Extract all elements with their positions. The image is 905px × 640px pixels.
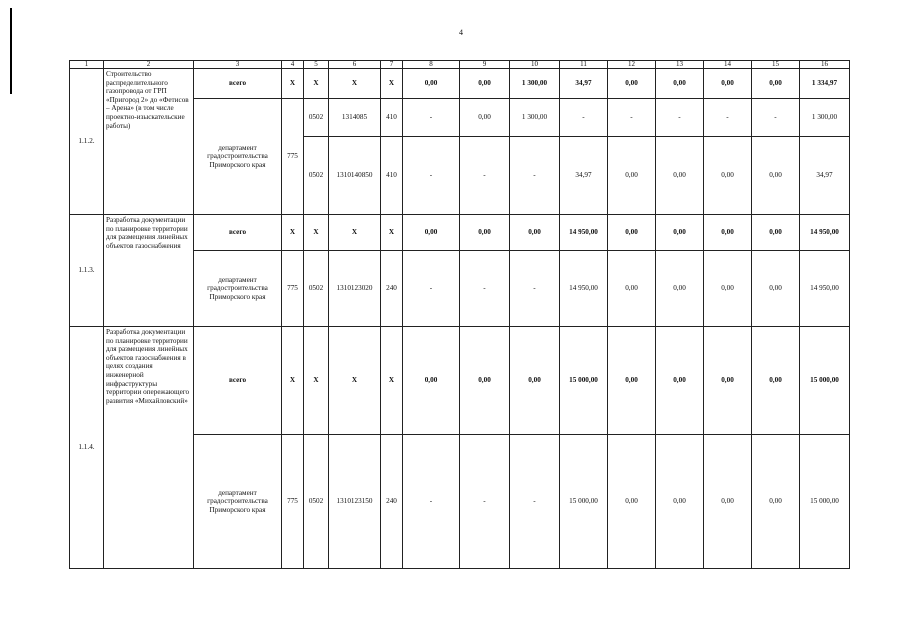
cell: 0,00: [704, 435, 752, 569]
cell: 0,00: [460, 99, 510, 137]
cell: 0,00: [608, 215, 656, 251]
cell: Х: [304, 69, 329, 99]
header-cell: 1: [70, 61, 104, 69]
budget-table: [69, 60, 850, 569]
item-description: Разработка документации по планировке территории для размещения линейных объектов газоснабжения в целях создания инженерной инфраструктуры территории опережающего развития «Михайловский»: [104, 327, 194, 569]
cell: 0502: [304, 137, 329, 215]
cell: 34,97: [560, 69, 608, 99]
cell: 0,00: [704, 69, 752, 99]
cell: -: [510, 251, 560, 327]
cell: 0,00: [608, 69, 656, 99]
cell: 1 300,00: [510, 69, 560, 99]
cell: Х: [381, 215, 403, 251]
cell: -: [460, 251, 510, 327]
cell: 15 000,00: [560, 327, 608, 435]
cell: 0,00: [704, 327, 752, 435]
cell: 0,00: [752, 435, 800, 569]
cell: 0,00: [403, 327, 460, 435]
cell: 410: [381, 137, 403, 215]
table-row: [70, 215, 850, 251]
cell: 0,00: [460, 327, 510, 435]
margin-line: [10, 8, 12, 94]
cell: 0,00: [608, 137, 656, 215]
cell: -: [752, 99, 800, 137]
cell: 1310140850: [329, 137, 381, 215]
header-cell: 3: [194, 61, 282, 69]
cell: 240: [381, 435, 403, 569]
department: департамент градостроительства Приморского края: [194, 435, 282, 569]
department: департамент градостроительства Приморского края: [194, 99, 282, 215]
header-cell: 15: [752, 61, 800, 69]
cell: 0,00: [608, 251, 656, 327]
cell: 0,00: [403, 69, 460, 99]
cell: 0,00: [704, 251, 752, 327]
cell: Х: [282, 215, 304, 251]
item-number: 1.1.2.: [70, 69, 104, 215]
cell: Х: [282, 327, 304, 435]
cell: 15 000,00: [560, 435, 608, 569]
cell: Х: [381, 69, 403, 99]
header-cell: 13: [656, 61, 704, 69]
cell: Х: [304, 215, 329, 251]
cell: 0,00: [656, 251, 704, 327]
cell: 0,00: [460, 69, 510, 99]
department: департамент градостроительства Приморского края: [194, 251, 282, 327]
total-label: всего: [194, 69, 282, 99]
header-cell: 16: [800, 61, 850, 69]
grbs-code: 775: [282, 251, 304, 327]
cell: -: [403, 99, 460, 137]
total-label: всего: [194, 327, 282, 435]
cell: 1310123020: [329, 251, 381, 327]
cell: 0,00: [704, 137, 752, 215]
cell: 0,00: [608, 435, 656, 569]
header-cell: 2: [104, 61, 194, 69]
header-row: [70, 61, 850, 69]
cell: -: [403, 137, 460, 215]
cell: -: [510, 435, 560, 569]
cell: -: [608, 99, 656, 137]
cell: 0,00: [752, 137, 800, 215]
cell: 0,00: [656, 137, 704, 215]
cell: 0,00: [608, 327, 656, 435]
cell: 15 000,00: [800, 327, 850, 435]
cell: -: [460, 435, 510, 569]
cell: 0,00: [752, 327, 800, 435]
cell: 14 950,00: [800, 215, 850, 251]
header-cell: 4: [282, 61, 304, 69]
cell: 34,97: [560, 137, 608, 215]
cell: 15 000,00: [800, 435, 850, 569]
cell: 34,97: [800, 137, 850, 215]
cell: -: [403, 251, 460, 327]
cell: Х: [329, 69, 381, 99]
grbs-code: 775: [282, 99, 304, 215]
cell: 0,00: [403, 215, 460, 251]
table-row: [70, 327, 850, 435]
cell: -: [403, 435, 460, 569]
cell: 0,00: [460, 215, 510, 251]
cell: 1314085: [329, 99, 381, 137]
cell: 1 334,97: [800, 69, 850, 99]
item-number: 1.1.4.: [70, 327, 104, 569]
cell: 1 300,00: [800, 99, 850, 137]
header-cell: 10: [510, 61, 560, 69]
header-cell: 7: [381, 61, 403, 69]
cell: 240: [381, 251, 403, 327]
header-cell: 9: [460, 61, 510, 69]
cell: 0502: [304, 99, 329, 137]
cell: 0,00: [656, 327, 704, 435]
page-number: 4: [459, 28, 463, 37]
item-description: Строительство распределительного газопровода от ГРП «Пригород 2» до «Фетисов – Арена» (в том числе проектно-изыскательские работы): [104, 69, 194, 215]
header-cell: 6: [329, 61, 381, 69]
header-cell: 5: [304, 61, 329, 69]
cell: 0,00: [704, 215, 752, 251]
cell: 0,00: [510, 215, 560, 251]
cell: 0,00: [752, 251, 800, 327]
item-number: 1.1.3.: [70, 215, 104, 327]
cell: Х: [329, 215, 381, 251]
cell: Х: [304, 327, 329, 435]
header-cell: 14: [704, 61, 752, 69]
header-cell: 12: [608, 61, 656, 69]
cell: -: [510, 137, 560, 215]
cell: 0502: [304, 435, 329, 569]
cell: -: [560, 99, 608, 137]
cell: 0,00: [656, 215, 704, 251]
cell: 14 950,00: [800, 251, 850, 327]
cell: -: [656, 99, 704, 137]
header-cell: 8: [403, 61, 460, 69]
cell: Х: [381, 327, 403, 435]
table-row: [70, 69, 850, 99]
cell: 1310123150: [329, 435, 381, 569]
cell: 0,00: [510, 327, 560, 435]
cell: 1 300,00: [510, 99, 560, 137]
header-cell: 11: [560, 61, 608, 69]
cell: -: [704, 99, 752, 137]
cell: 0,00: [752, 215, 800, 251]
total-label: всего: [194, 215, 282, 251]
cell: 14 950,00: [560, 251, 608, 327]
cell: Х: [282, 69, 304, 99]
cell: 0,00: [656, 69, 704, 99]
cell: -: [460, 137, 510, 215]
cell: 0,00: [656, 435, 704, 569]
cell: 0,00: [752, 69, 800, 99]
cell: 14 950,00: [560, 215, 608, 251]
cell: 0502: [304, 251, 329, 327]
item-description: Разработка документации по планировке территории для размещения линейных объектов газоснабжения: [104, 215, 194, 327]
grbs-code: 775: [282, 435, 304, 569]
cell: 410: [381, 99, 403, 137]
cell: Х: [329, 327, 381, 435]
